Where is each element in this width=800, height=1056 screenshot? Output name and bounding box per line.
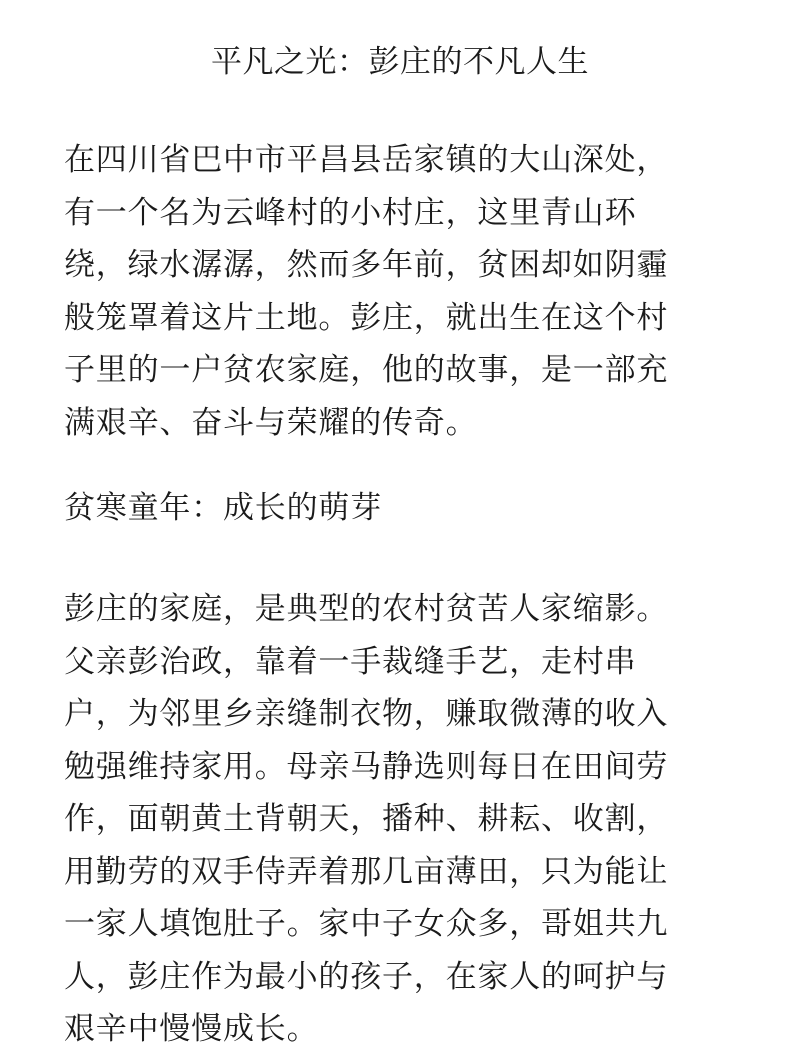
paragraph-line: 户，为邻里乡亲缝制衣物，赚取微薄的收入: [64, 696, 669, 732]
section-heading: 贫寒童年：成长的萌芽: [64, 490, 382, 526]
article-title: 平凡之光：彭庄的不凡人生: [211, 44, 589, 80]
paragraph-line: 般笼罩着这片土地。彭庄，就出生在这个村: [64, 299, 669, 336]
paragraph-line: 在四川省巴中市平昌县岳家镇的大山深处，: [64, 142, 669, 178]
paragraph-line: 勉强维持家用。母亲马静选则每日在田间劳: [64, 748, 669, 785]
paragraph-line: 子里的一户贫农家庭，他的故事，是一部充: [64, 352, 669, 388]
paragraph-line: 艰辛中慢慢成长。: [64, 1011, 319, 1047]
intro-paragraph: [64, 134, 744, 449]
paragraph-line: 父亲彭治政，靠着一手裁缝手艺，走村串: [64, 643, 637, 680]
paragraph-line: 彭庄的家庭，是典型的农村贫苦人家缩影。: [64, 591, 669, 627]
paragraph-line: 用勤劳的双手侍弄着那几亩薄田，只为能让: [64, 853, 669, 890]
paragraph-line: 有一个名为云峰村的小村庄，这里青山环: [64, 194, 637, 231]
paragraph-line: 作，面朝黄土背朝天，播种、耕耘、收割，: [64, 801, 669, 837]
paragraph-line: 满艰辛、奋斗与荣耀的传奇。: [64, 404, 478, 441]
paragraph-line: 一家人填饱肚子。家中子女众多，哥姐共九: [64, 906, 669, 942]
paragraph-line: 绕，绿水潺潺，然而多年前，贫困却如阴霾: [64, 247, 669, 283]
section-paragraph: [64, 583, 744, 1056]
paragraph-line: 人，彭庄作为最小的孩子，在家人的呵护与: [64, 958, 669, 995]
